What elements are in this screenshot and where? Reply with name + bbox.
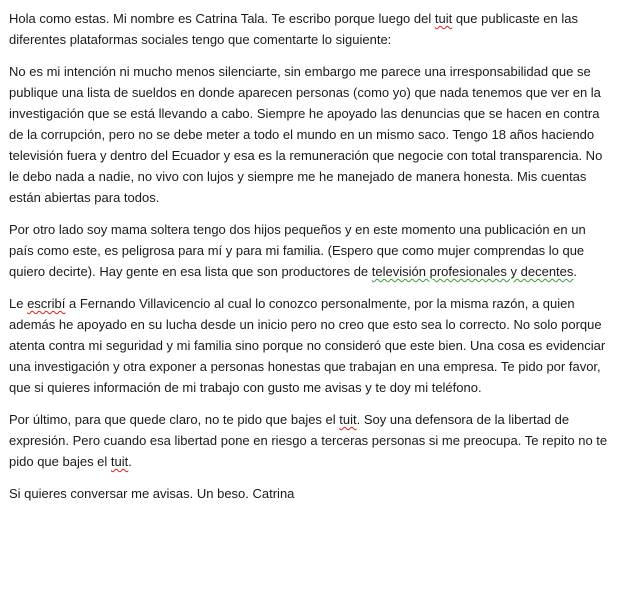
spellcheck-word: tuit — [110, 454, 129, 469]
text-run: Por otro lado soy mama soltera tengo dos hijos pequeños y en este momento una publicación en un país como este, es peligrosa para mí y para mi familia. (Espero que como mujer comprendas lo que quiero decirte). Hay gente en esa lista que son productores de — [9, 222, 586, 279]
text-run: que publicaste en las diferentes plataformas sociales tengo que comentarte lo siguiente: — [9, 11, 578, 47]
text-run: . Soy una defensora de la libertad de expresión. Pero cuando esa libertad pone en riesgo a terceras personas si me preocupa. Te repito no te pido que bajes el — [9, 412, 608, 469]
spellcheck-word: tuit — [434, 11, 453, 26]
text-run: Por último, para que quede claro, no te pido que bajes el — [9, 412, 340, 427]
paragraph-greeting — [9, 8, 611, 50]
paragraph-expression — [9, 409, 611, 472]
text-run: Le — [9, 296, 28, 311]
paragraph-family — [9, 219, 611, 282]
text-run: a Fernando Villavicencio al cual lo conozco personalmente, por la misma razón, a quien además he apoyado en su lucha desde un inicio pero no creo que esto sea lo correcto. No solo porque atenta contra mi seguridad y mi familia sino porque no consideró que este bien. Una cosa es evidenciar una investigación y otra exponer a personas honestas que trabajan en una empresa. Te pido por favor, que si quieres información de mi trabajo con gusto me avisas y te doy mi teléfono. — [9, 296, 606, 395]
paragraph-intention: No es mi intención ni mucho menos silenciarte, sin embargo me parece una irresponsabilidad que se publique una lista de sueldos en donde aparecen personas (como yo) que nada tenemos que ver en la investigación que se está llevando a cabo. Siempre he apoyado las denuncias que se hacen en contra de la corrupción, pero no se debe meter a todo el mundo en un mismo saco. Tengo 18 años haciendo televisión fuera y dentro del Ecuador y esa es la remuneración que negocie con total transparencia. No le debo nada a nadie, no vivo con lujos y siempre me he manejado de manera honesta. Mis cuentas están abiertas para todos. — [9, 64, 603, 205]
grammar-check-phrase: televisión profesionales y decentes — [371, 264, 574, 279]
text-run: . — [573, 264, 578, 279]
paragraph-closing: Si quieres conversar me avisas. Un beso. Catrina — [9, 486, 295, 501]
text-run: Hola como estas. Mi nombre es Catrina Tala. Te escribo porque luego del — [9, 11, 435, 26]
text-run: . — [128, 454, 132, 469]
letter-body — [9, 8, 611, 515]
paragraph-villavicencio — [9, 293, 611, 398]
spellcheck-word: escribí — [27, 296, 66, 311]
spellcheck-word: tuit — [339, 412, 357, 427]
